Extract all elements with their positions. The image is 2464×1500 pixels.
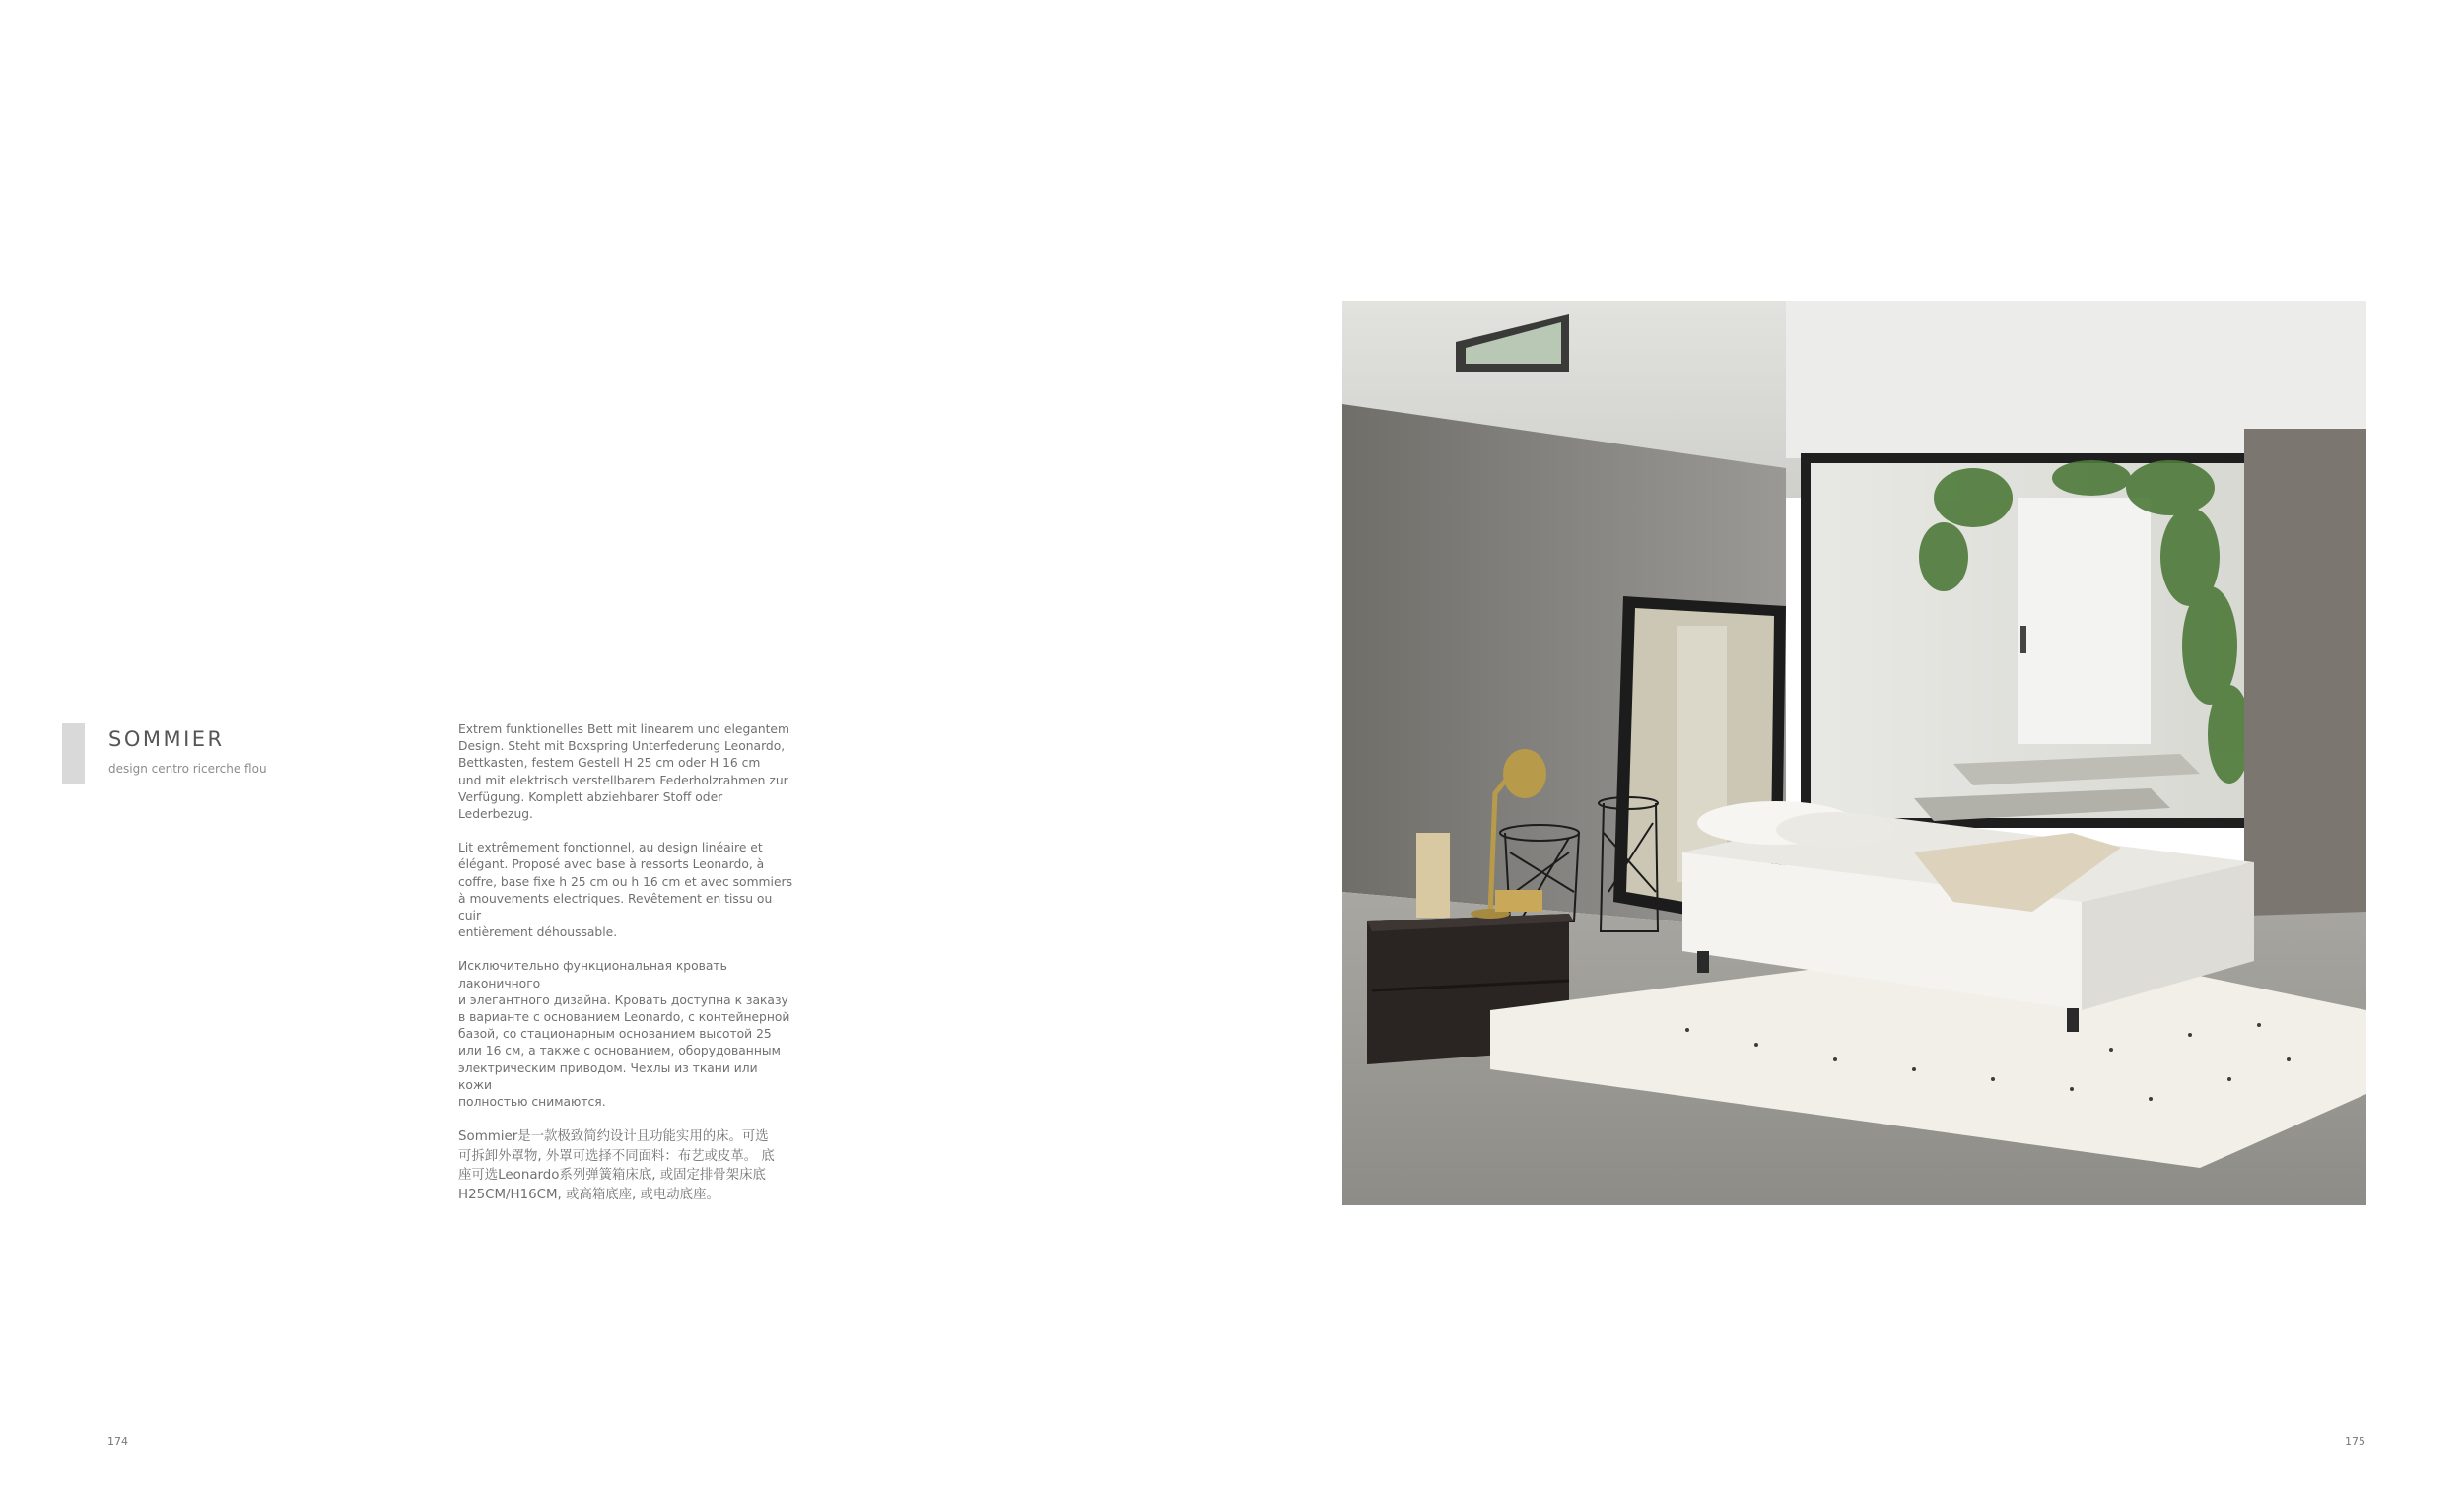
- page-number-right: 175: [2345, 1435, 2365, 1448]
- title-accent-bar: [62, 723, 85, 784]
- description-french: Lit extrêmement fonctionnel, au design linéaire et élégant. Proposé avec base à ressorts Leonardo, à coffre, base fixe h 25 cm ou h 16 cm et avec sommiers à mouvements electriques. Revêtement en tissu ou cuir entièrement déhoussable.: [458, 841, 792, 940]
- product-title: SOMMIER: [108, 727, 225, 751]
- product-photo: [1342, 301, 2366, 1205]
- description-chinese: Sommier是一款极致简约设计且功能实用的床。可选 可拆卸外罩物, 外罩可选择不同面料：布艺或皮革。 底 座可选Leonardo系列弹簧箱床底, 或固定排骨架床底 H25CM/H16CM, 或高箱底座, 或电动底座。: [458, 1129, 775, 1202]
- description-russian: Исключительно функциональная кровать лаконичного и элегантного дизайна. Кровать доступна к заказу в варианте с основанием Leonardo, с контейнерной базой, со стационарным основанием высотой 25 или 16 см, а также с основанием, оборудованным электрическим приводом. Чехлы из ткани или кожи полностью снимаются.: [458, 959, 790, 1110]
- description-german: Extrem funktionelles Bett mit linearem und elegantem Design. Steht mit Boxspring Unterfederung Leonardo, Bettkasten, festem Gestell H 25 cm oder H 16 cm und mit elektrisch verstellbarem Federholzrahmen zur Verfügung. Komplett abziehbarer Stoff oder Lederbezug.: [458, 722, 789, 822]
- description-column: [458, 721, 793, 1221]
- product-designer: design centro ricerche flou: [108, 762, 267, 776]
- page-number-left: 174: [107, 1435, 128, 1448]
